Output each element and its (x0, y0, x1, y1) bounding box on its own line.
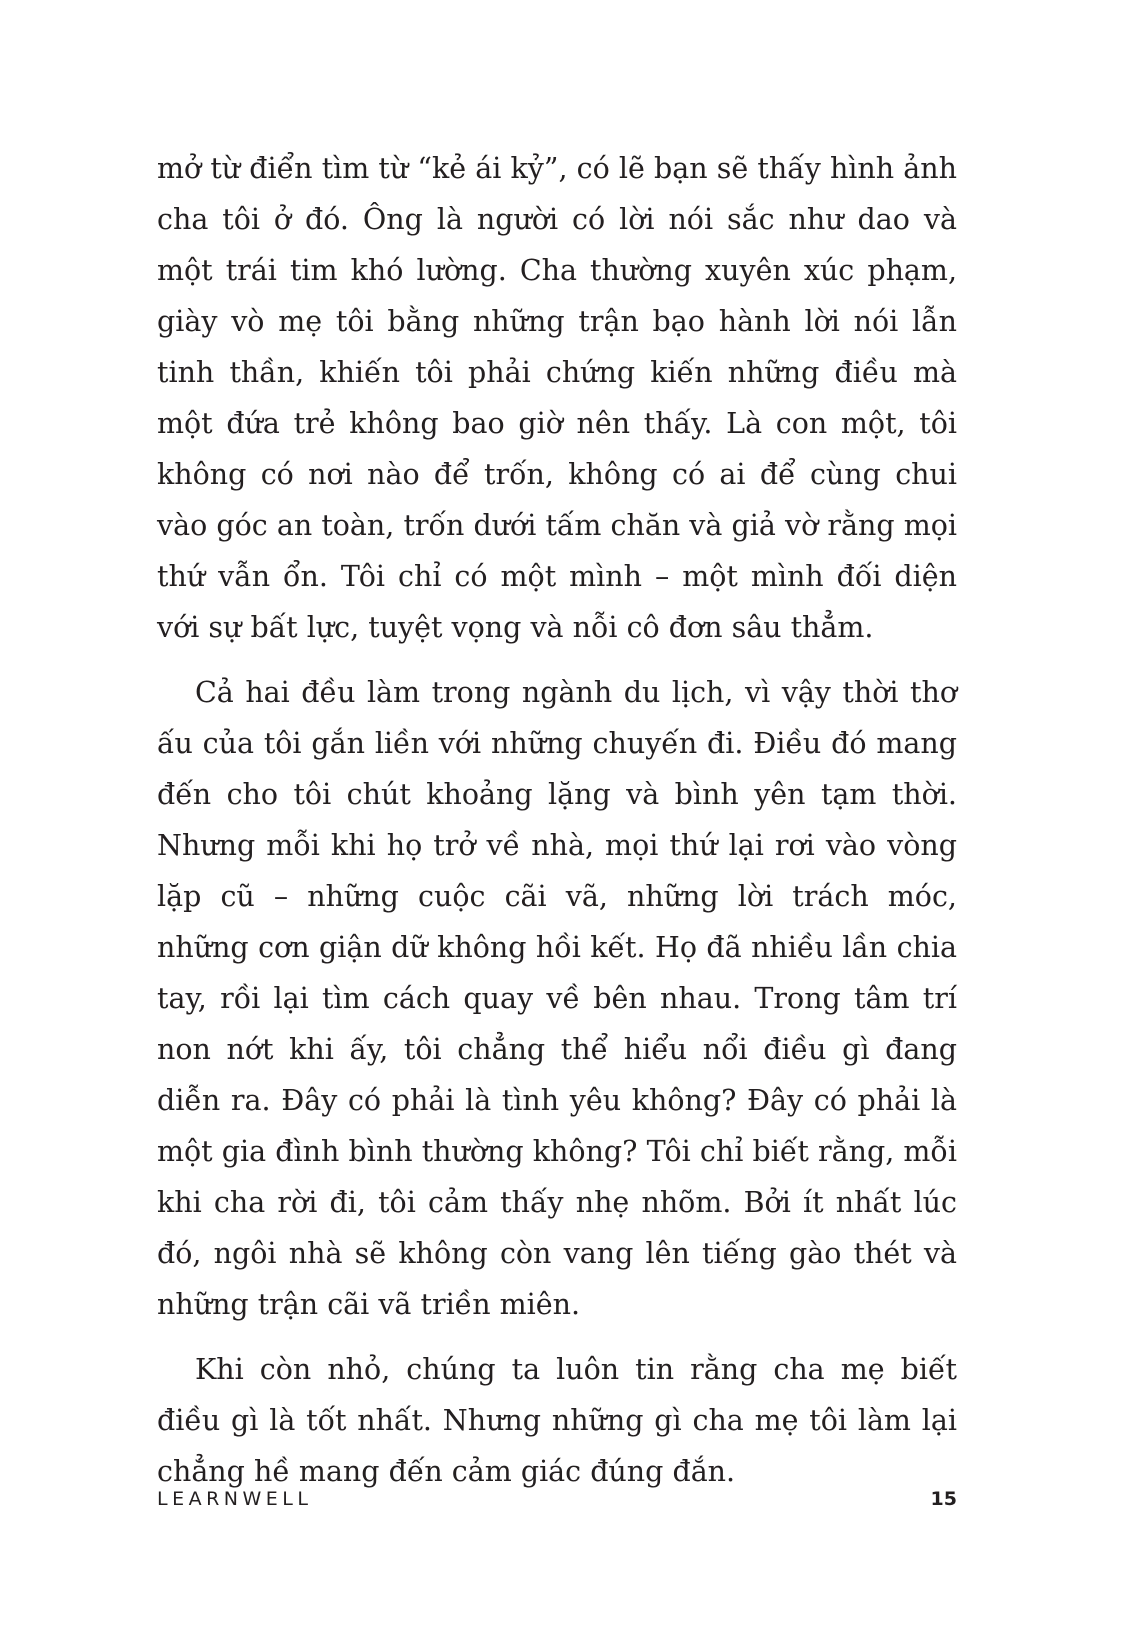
page-footer (157, 1488, 957, 1518)
body-text (157, 143, 957, 1497)
paragraph-2: Cả hai đều làm trong ngành du lịch, vì vậy thời thơ ấu của tôi gắn liền với những chuyến đi. Điều đó mang đến cho tôi chút khoảng lặng và bình yên tạm thời. Nhưng mỗi khi họ trở về nhà, mọi thứ lại rơi vào vòng lặp cũ – những cuộc cãi vã, những lời trách móc, những cơn giận dữ không hồi kết. Họ đã nhiều lần chia tay, rồi lại tìm cách quay về bên nhau. Trong tâm trí non nớt khi ấy, tôi chẳng thể hiểu nổi điều gì đang diễn ra. Đây có phải là tình yêu không? Đây có phải là một gia đình bình thường không? Tôi chỉ biết rằng, mỗi khi cha rời đi, tôi cảm thấy nhẹ nhõm. Bởi ít nhất lúc đó, ngôi nhà sẽ không còn vang lên tiếng gào thét và những trận cãi vã triền miên. (157, 676, 957, 1321)
paragraph-3: Khi còn nhỏ, chúng ta luôn tin rằng cha mẹ biết điều gì là tốt nhất. Nhưng những gì cha mẹ tôi làm lại chẳng hề mang đến cảm giác đúng đắn. (157, 1353, 957, 1488)
page-number: 15 (930, 1488, 957, 1510)
footer-brand: LEARNWELL (157, 1488, 313, 1510)
paragraph-1: mở từ điển tìm từ “kẻ ái kỷ”, có lẽ bạn sẽ thấy hình ảnh cha tôi ở đó. Ông là người có lời nói sắc như dao và một trái tim khó lường. Cha thường xuyên xúc phạm, giày vò mẹ tôi bằng những trận bạo hành lời nói lẫn tinh thần, khiến tôi phải chứng kiến những điều mà một đứa trẻ không bao giờ nên thấy. Là con một, tôi không có nơi nào để trốn, không có ai để cùng chui vào góc an toàn, trốn dưới tấm chăn và giả vờ rằng mọi thứ vẫn ổn. Tôi chỉ có một mình – một mình đối diện với sự bất lực, tuyệt vọng và nỗi cô đơn sâu thẳm. (157, 152, 957, 644)
